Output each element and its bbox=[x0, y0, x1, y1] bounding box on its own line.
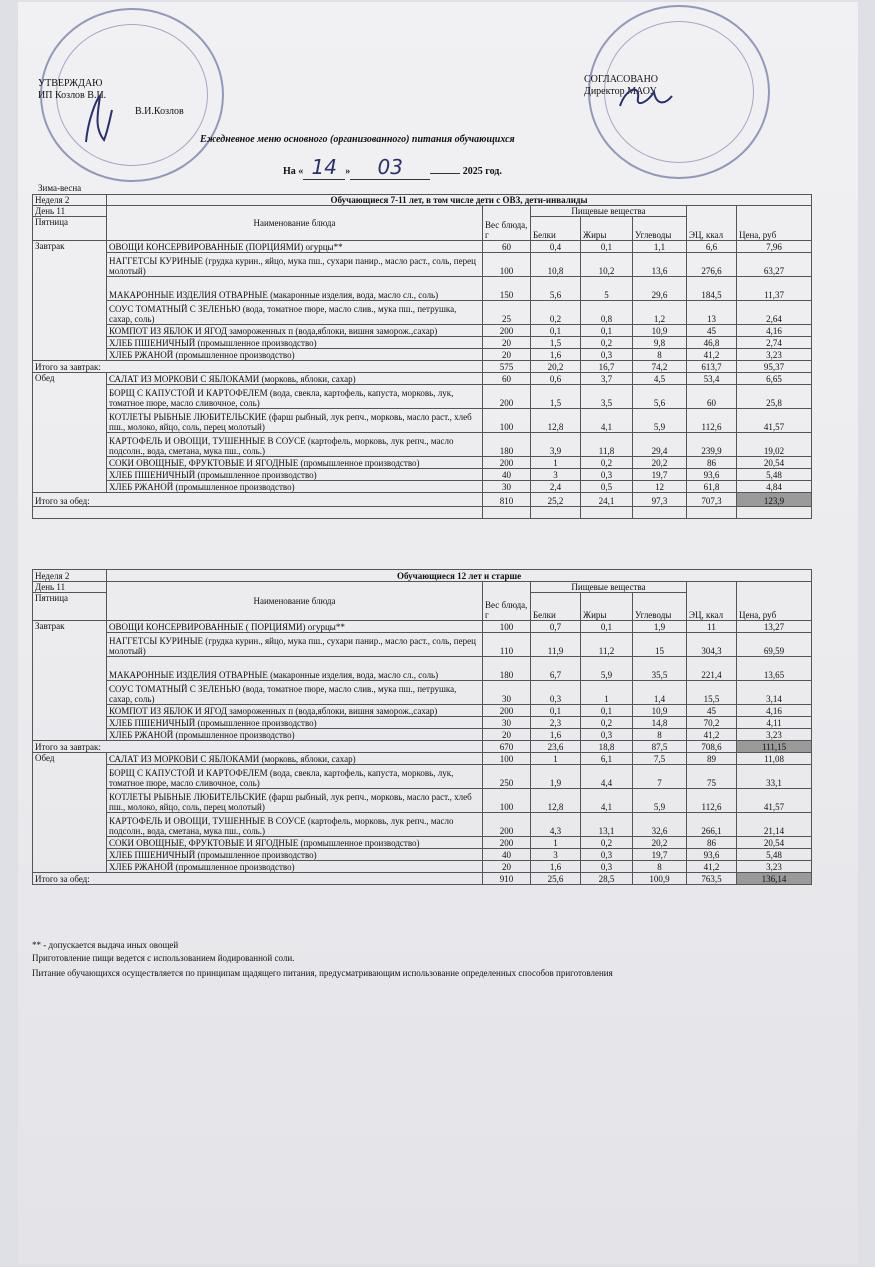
dish-value-w: 60 bbox=[483, 373, 531, 385]
dish-value-c: 29,6 bbox=[633, 277, 687, 301]
col-protein-header: Белки bbox=[531, 593, 581, 621]
dish-row bbox=[33, 813, 812, 837]
dish-value-pr: 25,8 bbox=[737, 385, 812, 409]
dish-row bbox=[33, 409, 812, 433]
dish-value-p: 3,9 bbox=[531, 433, 581, 457]
dish-value-w: 100 bbox=[483, 621, 531, 633]
date-month: 03 bbox=[377, 155, 403, 179]
approve-signer: В.И.Козлов bbox=[135, 106, 184, 117]
dish-value-f: 3,5 bbox=[581, 385, 633, 409]
col-name-header: Наименование блюда bbox=[107, 206, 483, 241]
dish-name: ХЛЕБ ПШЕНИЧНЫЙ (промышленное производство) bbox=[107, 717, 483, 729]
dish-value-p: 1,9 bbox=[531, 765, 581, 789]
menu-table-12-plus bbox=[32, 569, 812, 885]
dish-value-c: 5,9 bbox=[633, 789, 687, 813]
col-price-header: Цена, руб bbox=[737, 206, 812, 241]
dish-value-f: 0,3 bbox=[581, 469, 633, 481]
dish-value-pr: 7,96 bbox=[737, 241, 812, 253]
dish-value-pr: 5,48 bbox=[737, 849, 812, 861]
dish-value-c: 8 bbox=[633, 861, 687, 873]
dish-value-f: 4,1 bbox=[581, 789, 633, 813]
breakfast-rows bbox=[33, 621, 812, 741]
dish-value-p: 1 bbox=[531, 837, 581, 849]
dish-value-w: 60 bbox=[483, 241, 531, 253]
dish-value-e: 45 bbox=[687, 325, 737, 337]
dish-value-f: 5 bbox=[581, 277, 633, 301]
dish-value-f: 0,3 bbox=[581, 849, 633, 861]
dish-value-p: 2,3 bbox=[531, 717, 581, 729]
breakfast-total-row: Итого за завтрак: 670 23,6 18,8 87,5 708,6 111,15 bbox=[33, 741, 812, 753]
signature-left bbox=[78, 90, 118, 150]
dish-value-p: 1,5 bbox=[531, 385, 581, 409]
dish-value-pr: 11,37 bbox=[737, 277, 812, 301]
dish-name: НАГГЕТСЫ КУРИНЫЕ (грудка курин., яйцо, мука пш., сухари панир., масло раст., соль, перец молотый) bbox=[107, 633, 483, 657]
dish-value-f: 0,2 bbox=[581, 717, 633, 729]
dish-value-f: 0,2 bbox=[581, 337, 633, 349]
date-day: 14 bbox=[311, 155, 337, 179]
dish-name: ХЛЕБ РЖАНОЙ (промышленное производство) bbox=[107, 349, 483, 361]
dish-value-w: 200 bbox=[483, 325, 531, 337]
dish-value-w: 250 bbox=[483, 765, 531, 789]
lunch-rows bbox=[33, 373, 812, 493]
dish-value-pr: 3,23 bbox=[737, 729, 812, 741]
dish-row bbox=[33, 657, 812, 681]
dish-value-e: 75 bbox=[687, 765, 737, 789]
dish-row bbox=[33, 849, 812, 861]
dish-value-p: 6,7 bbox=[531, 657, 581, 681]
week-label: Неделя 2 bbox=[33, 570, 107, 582]
dish-value-c: 20,2 bbox=[633, 457, 687, 469]
dish-name: КОМПОТ ИЗ ЯБЛОК И ЯГОД замороженных п (вода,яблоки, вишня заморож.,сахар) bbox=[107, 325, 483, 337]
dish-value-e: 11 bbox=[687, 621, 737, 633]
dish-value-f: 3,7 bbox=[581, 373, 633, 385]
dish-value-p: 1,6 bbox=[531, 729, 581, 741]
dish-row bbox=[33, 253, 812, 277]
dish-value-f: 11,2 bbox=[581, 633, 633, 657]
col-name-header: Наименование блюда bbox=[107, 582, 483, 621]
dish-value-e: 61,8 bbox=[687, 481, 737, 493]
dish-value-f: 0,1 bbox=[581, 325, 633, 337]
dish-name: СОКИ ОВОЩНЫЕ, ФРУКТОВЫЕ И ЯГОДНЫЕ (промышленное производство) bbox=[107, 457, 483, 469]
dish-value-w: 100 bbox=[483, 253, 531, 277]
dish-value-w: 40 bbox=[483, 469, 531, 481]
season-label: Зима-весна bbox=[38, 183, 82, 193]
dish-value-f: 0,3 bbox=[581, 349, 633, 361]
dish-value-e: 86 bbox=[687, 837, 737, 849]
dish-row bbox=[33, 385, 812, 409]
meal-label: Завтрак bbox=[33, 241, 107, 361]
dish-value-pr: 41,57 bbox=[737, 409, 812, 433]
date-line bbox=[283, 155, 502, 180]
dish-value-e: 13 bbox=[687, 301, 737, 325]
lunch-total-row: Итого за обед: 810 25,2 24,1 97,3 707,3 123,9 bbox=[33, 493, 812, 507]
dish-row bbox=[33, 705, 812, 717]
dish-name: КАРТОФЕЛЬ И ОВОЩИ, ТУШЕННЫЕ В СОУСЕ (картофель, морковь, лук репч., масло подсолн., вода, сметана, мука пш., соль.) bbox=[107, 813, 483, 837]
dish-value-pr: 63,27 bbox=[737, 253, 812, 277]
dish-value-f: 13,1 bbox=[581, 813, 633, 837]
dish-name: КОТЛЕТЫ РЫБНЫЕ ЛЮБИТЕЛЬСКИЕ (фарш рыбный, лук репч., морковь, масло раст., хлеб пш., молоко, яйцо, соль, перец молотый) bbox=[107, 409, 483, 433]
dish-value-e: 266,1 bbox=[687, 813, 737, 837]
dish-value-pr: 3,14 bbox=[737, 681, 812, 705]
dish-value-w: 200 bbox=[483, 457, 531, 469]
dish-row bbox=[33, 765, 812, 789]
dish-value-c: 32,6 bbox=[633, 813, 687, 837]
dish-value-w: 150 bbox=[483, 277, 531, 301]
dish-value-c: 7 bbox=[633, 765, 687, 789]
dish-value-f: 0,3 bbox=[581, 861, 633, 873]
col-carbs-header: Углеводы bbox=[633, 593, 687, 621]
dish-value-w: 200 bbox=[483, 837, 531, 849]
meal-label: Обед bbox=[33, 373, 107, 493]
dish-value-f: 4,4 bbox=[581, 765, 633, 789]
dish-value-f: 5,9 bbox=[581, 657, 633, 681]
dish-value-e: 89 bbox=[687, 753, 737, 765]
dish-name: САЛАТ ИЗ МОРКОВИ С ЯБЛОКАМИ (морковь, яблоки, сахар) bbox=[107, 373, 483, 385]
meal-label: Завтрак bbox=[33, 621, 107, 741]
dish-value-f: 0,1 bbox=[581, 621, 633, 633]
dish-value-pr: 6,65 bbox=[737, 373, 812, 385]
dish-name: НАГГЕТСЫ КУРИНЫЕ (грудка курин., яйцо, мука пш., сухари панир., масло раст., соль, перец молотый) bbox=[107, 253, 483, 277]
lunch-total-row: Итого за обед: 910 25,6 28,5 100,9 763,5 136,14 bbox=[33, 873, 812, 885]
dish-value-e: 6,6 bbox=[687, 241, 737, 253]
date-mid: » bbox=[345, 166, 351, 177]
dish-value-p: 0,7 bbox=[531, 621, 581, 633]
dish-row bbox=[33, 481, 812, 493]
dish-value-pr: 4,84 bbox=[737, 481, 812, 493]
dish-value-c: 1,1 bbox=[633, 241, 687, 253]
dish-value-f: 0,2 bbox=[581, 457, 633, 469]
col-energy-header: ЭЦ, ккал bbox=[687, 582, 737, 621]
dish-value-w: 30 bbox=[483, 717, 531, 729]
approve-org: ИП Козлов В.И. bbox=[38, 90, 107, 101]
dish-row bbox=[33, 717, 812, 729]
dish-row bbox=[33, 373, 812, 385]
dish-name: СОУС ТОМАТНЫЙ С ЗЕЛЕНЬЮ (вода, томатное пюре, масло слив., мука пш., петрушка, сахар, соль) bbox=[107, 681, 483, 705]
dish-value-pr: 19,02 bbox=[737, 433, 812, 457]
dish-value-e: 41,2 bbox=[687, 729, 737, 741]
dish-value-w: 20 bbox=[483, 337, 531, 349]
dish-value-c: 20,2 bbox=[633, 837, 687, 849]
dish-value-p: 0,2 bbox=[531, 301, 581, 325]
dish-value-pr: 33,1 bbox=[737, 765, 812, 789]
dish-value-c: 1,2 bbox=[633, 301, 687, 325]
dish-value-pr: 20,54 bbox=[737, 837, 812, 849]
dish-name: ХЛЕБ ПШЕНИЧНЫЙ (промышленное производство) bbox=[107, 469, 483, 481]
dish-value-pr: 4,16 bbox=[737, 325, 812, 337]
dish-value-p: 1,5 bbox=[531, 337, 581, 349]
dish-value-p: 10,8 bbox=[531, 253, 581, 277]
dish-value-e: 41,2 bbox=[687, 861, 737, 873]
dish-value-c: 10,9 bbox=[633, 325, 687, 337]
document-title: Ежедневное меню основного (организованного) питания обучающихся bbox=[200, 134, 515, 145]
dish-value-f: 1 bbox=[581, 681, 633, 705]
dish-value-c: 8 bbox=[633, 729, 687, 741]
dish-value-c: 14,8 bbox=[633, 717, 687, 729]
dish-value-c: 15 bbox=[633, 633, 687, 657]
dish-value-p: 12,8 bbox=[531, 789, 581, 813]
signature-right bbox=[590, 78, 680, 118]
dish-value-w: 20 bbox=[483, 349, 531, 361]
dish-value-c: 4,5 bbox=[633, 373, 687, 385]
dish-value-w: 100 bbox=[483, 789, 531, 813]
dish-row bbox=[33, 681, 812, 705]
dish-row bbox=[33, 789, 812, 813]
dish-value-c: 9,8 bbox=[633, 337, 687, 349]
col-price-header: Цена, руб bbox=[737, 582, 812, 621]
dish-row bbox=[33, 861, 812, 873]
dish-name: ОВОЩИ КОНСЕРВИРОВАННЫЕ ( ПОРЦИЯМИ) огурцы** bbox=[107, 621, 483, 633]
dish-name: КОТЛЕТЫ РЫБНЫЕ ЛЮБИТЕЛЬСКИЕ (фарш рыбный, лук репч., морковь, масло раст., хлеб пш., молоко, яйцо, соль, перец молотый) bbox=[107, 789, 483, 813]
dish-name: МАКАРОННЫЕ ИЗДЕЛИЯ ОТВАРНЫЕ (макаронные изделия, вода, масло сл., соль) bbox=[107, 277, 483, 301]
dish-value-c: 1,9 bbox=[633, 621, 687, 633]
dish-value-f: 4,1 bbox=[581, 409, 633, 433]
dish-value-c: 5,6 bbox=[633, 385, 687, 409]
dish-value-f: 6,1 bbox=[581, 753, 633, 765]
dish-value-c: 35,5 bbox=[633, 657, 687, 681]
dish-value-p: 11,9 bbox=[531, 633, 581, 657]
dish-name: МАКАРОННЫЕ ИЗДЕЛИЯ ОТВАРНЫЕ (макаронные изделия, вода, масло сл., соль) bbox=[107, 657, 483, 681]
dish-value-pr: 13,65 bbox=[737, 657, 812, 681]
dish-row bbox=[33, 729, 812, 741]
agree-label: СОГЛАСОВАНО bbox=[584, 74, 659, 85]
dish-value-e: 112,6 bbox=[687, 789, 737, 813]
dish-value-w: 100 bbox=[483, 409, 531, 433]
dish-value-f: 0,8 bbox=[581, 301, 633, 325]
dish-value-f: 0,5 bbox=[581, 481, 633, 493]
dish-value-w: 20 bbox=[483, 861, 531, 873]
dish-value-e: 184,5 bbox=[687, 277, 737, 301]
dish-value-p: 0,6 bbox=[531, 373, 581, 385]
dish-name: СОУС ТОМАТНЫЙ С ЗЕЛЕНЬЮ (вода, томатное пюре, масло слив., мука пш., петрушка, сахар, соль) bbox=[107, 301, 483, 325]
dish-value-p: 0,4 bbox=[531, 241, 581, 253]
dish-value-p: 4,3 bbox=[531, 813, 581, 837]
col-carbs-header: Углеводы bbox=[633, 217, 687, 241]
col-nutrients-header: Пищевые вещества bbox=[531, 582, 687, 593]
dish-value-e: 53,4 bbox=[687, 373, 737, 385]
dish-value-w: 20 bbox=[483, 729, 531, 741]
dish-value-w: 180 bbox=[483, 657, 531, 681]
dish-value-c: 29,4 bbox=[633, 433, 687, 457]
col-energy-header: ЭЦ, ккал bbox=[687, 206, 737, 241]
footnote-diet: Питание обучающихся осуществляется по принципам щадящего питания, предусматривающим использование определенных способов приготовления bbox=[32, 968, 613, 978]
dish-row bbox=[33, 837, 812, 849]
dish-row bbox=[33, 621, 812, 633]
dish-value-pr: 41,57 bbox=[737, 789, 812, 813]
dish-name: САЛАТ ИЗ МОРКОВИ С ЯБЛОКАМИ (морковь, яблоки, сахар) bbox=[107, 753, 483, 765]
dish-row bbox=[33, 337, 812, 349]
dish-value-p: 5,6 bbox=[531, 277, 581, 301]
weekday-label: Пятница bbox=[33, 593, 107, 621]
breakfast-total-row: Итого за завтрак: 575 20,2 16,7 74,2 613,7 95,37 bbox=[33, 361, 812, 373]
dish-row bbox=[33, 325, 812, 337]
menu-table-7-11 bbox=[32, 194, 812, 519]
date-prefix: На « bbox=[283, 166, 304, 177]
day-label: День 11 bbox=[33, 582, 107, 593]
dish-value-p: 1 bbox=[531, 753, 581, 765]
dish-value-pr: 4,11 bbox=[737, 717, 812, 729]
dish-name: ХЛЕБ РЖАНОЙ (промышленное производство) bbox=[107, 729, 483, 741]
dish-value-e: 93,6 bbox=[687, 469, 737, 481]
dish-row bbox=[33, 277, 812, 301]
dish-name: БОРЩ С КАПУСТОЙ И КАРТОФЕЛЕМ (вода, свекла, картофель, капуста, морковь, лук, томатное пюре, масло сливочное, соль) bbox=[107, 765, 483, 789]
col-nutrients-header: Пищевые вещества bbox=[531, 206, 687, 217]
dish-value-p: 1,6 bbox=[531, 861, 581, 873]
dish-value-e: 70,2 bbox=[687, 717, 737, 729]
dish-value-f: 11,8 bbox=[581, 433, 633, 457]
dish-value-c: 12 bbox=[633, 481, 687, 493]
date-year: 2025 год. bbox=[462, 166, 502, 177]
day-label: День 11 bbox=[33, 206, 107, 217]
dish-row bbox=[33, 241, 812, 253]
dish-value-c: 19,7 bbox=[633, 469, 687, 481]
dish-value-c: 5,9 bbox=[633, 409, 687, 433]
breakfast-rows bbox=[33, 241, 812, 361]
dish-value-c: 8 bbox=[633, 349, 687, 361]
dish-name: СОКИ ОВОЩНЫЕ, ФРУКТОВЫЕ И ЯГОДНЫЕ (промышленное производство) bbox=[107, 837, 483, 849]
dish-value-pr: 3,23 bbox=[737, 349, 812, 361]
dish-value-p: 0,1 bbox=[531, 705, 581, 717]
dish-value-pr: 5,48 bbox=[737, 469, 812, 481]
dish-value-w: 180 bbox=[483, 433, 531, 457]
dish-value-e: 239,9 bbox=[687, 433, 737, 457]
dish-value-p: 12,8 bbox=[531, 409, 581, 433]
dish-value-f: 0,1 bbox=[581, 705, 633, 717]
dish-value-p: 1 bbox=[531, 457, 581, 469]
dish-name: КОМПОТ ИЗ ЯБЛОК И ЯГОД замороженных п (вода,яблоки, вишня заморож.,сахар) bbox=[107, 705, 483, 717]
dish-value-p: 3 bbox=[531, 469, 581, 481]
dish-row bbox=[33, 433, 812, 457]
dish-value-e: 60 bbox=[687, 385, 737, 409]
col-weight-header: Вес блюда, г bbox=[483, 206, 531, 241]
dish-value-pr: 11,08 bbox=[737, 753, 812, 765]
col-weight-header: Вес блюда, г bbox=[483, 582, 531, 621]
footnote-vegetables: ** - допускается выдача иных овощей bbox=[32, 940, 179, 950]
dish-value-w: 200 bbox=[483, 385, 531, 409]
col-protein-header: Белки bbox=[531, 217, 581, 241]
meal-label: Обед bbox=[33, 753, 107, 873]
dish-name: БОРЩ С КАПУСТОЙ И КАРТОФЕЛЕМ (вода, свекла, картофель, капуста, морковь, лук, томатное пюре, масло сливочное, соль) bbox=[107, 385, 483, 409]
dish-value-e: 93,6 bbox=[687, 849, 737, 861]
dish-value-e: 221,4 bbox=[687, 657, 737, 681]
dish-name: ХЛЕБ РЖАНОЙ (промышленное производство) bbox=[107, 861, 483, 873]
dish-value-pr: 13,27 bbox=[737, 621, 812, 633]
col-fat-header: Жиры bbox=[581, 593, 633, 621]
lunch-rows bbox=[33, 753, 812, 873]
dish-value-f: 0,1 bbox=[581, 241, 633, 253]
week-label: Неделя 2 bbox=[33, 195, 107, 206]
dish-value-w: 100 bbox=[483, 753, 531, 765]
dish-value-p: 2,4 bbox=[531, 481, 581, 493]
dish-value-e: 112,6 bbox=[687, 409, 737, 433]
dish-value-f: 10,2 bbox=[581, 253, 633, 277]
dish-row bbox=[33, 469, 812, 481]
dish-value-e: 45 bbox=[687, 705, 737, 717]
dish-value-e: 86 bbox=[687, 457, 737, 469]
col-fat-header: Жиры bbox=[581, 217, 633, 241]
dish-value-pr: 20,54 bbox=[737, 457, 812, 469]
dish-row bbox=[33, 457, 812, 469]
dish-name: КАРТОФЕЛЬ И ОВОЩИ, ТУШЕННЫЕ В СОУСЕ (картофель, морковь, лук репч., масло подсолн., вода, сметана, мука пш., соль.) bbox=[107, 433, 483, 457]
dish-value-c: 13,6 bbox=[633, 253, 687, 277]
dish-value-e: 46,8 bbox=[687, 337, 737, 349]
dish-value-w: 110 bbox=[483, 633, 531, 657]
dish-value-e: 15,5 bbox=[687, 681, 737, 705]
dish-row bbox=[33, 753, 812, 765]
dish-value-pr: 3,23 bbox=[737, 861, 812, 873]
dish-value-e: 276,6 bbox=[687, 253, 737, 277]
weekday-label: Пятница bbox=[33, 217, 107, 241]
dish-value-f: 0,3 bbox=[581, 729, 633, 741]
dish-value-w: 200 bbox=[483, 813, 531, 837]
dish-value-e: 304,3 bbox=[687, 633, 737, 657]
group-title: Обучающиеся 12 лет и старше bbox=[107, 570, 812, 582]
dish-value-w: 200 bbox=[483, 705, 531, 717]
dish-value-w: 40 bbox=[483, 849, 531, 861]
group-title: Обучающиеся 7-11 лет, в том числе дети с ОВЗ, дети-инвалиды bbox=[107, 195, 812, 206]
dish-value-p: 1,6 bbox=[531, 349, 581, 361]
dish-value-c: 1,4 bbox=[633, 681, 687, 705]
dish-value-c: 10,9 bbox=[633, 705, 687, 717]
dish-value-w: 30 bbox=[483, 681, 531, 705]
dish-value-pr: 21,14 bbox=[737, 813, 812, 837]
dish-value-p: 0,3 bbox=[531, 681, 581, 705]
dish-value-e: 41,2 bbox=[687, 349, 737, 361]
dish-value-c: 19,7 bbox=[633, 849, 687, 861]
dish-row bbox=[33, 301, 812, 325]
dish-value-pr: 2,74 bbox=[737, 337, 812, 349]
dish-name: ОВОЩИ КОНСЕРВИРОВАННЫЕ (ПОРЦИЯМИ) огурцы** bbox=[107, 241, 483, 253]
dish-value-p: 3 bbox=[531, 849, 581, 861]
dish-value-pr: 69,59 bbox=[737, 633, 812, 657]
dish-value-w: 30 bbox=[483, 481, 531, 493]
dish-value-f: 0,2 bbox=[581, 837, 633, 849]
dish-value-pr: 4,16 bbox=[737, 705, 812, 717]
dish-name: ХЛЕБ РЖАНОЙ (промышленное производство) bbox=[107, 481, 483, 493]
footnote-salt: Приготовление пищи ведется с использованием йодированной соли. bbox=[32, 953, 295, 963]
dish-name: ХЛЕБ ПШЕНИЧНЫЙ (промышленное производство) bbox=[107, 337, 483, 349]
dish-value-p: 0,1 bbox=[531, 325, 581, 337]
dish-name: ХЛЕБ ПШЕНИЧНЫЙ (промышленное производство) bbox=[107, 849, 483, 861]
dish-row bbox=[33, 633, 812, 657]
dish-value-pr: 2,64 bbox=[737, 301, 812, 325]
dish-value-c: 7,5 bbox=[633, 753, 687, 765]
dish-value-w: 25 bbox=[483, 301, 531, 325]
dish-row bbox=[33, 349, 812, 361]
approve-label: УТВЕРЖДАЮ bbox=[38, 78, 103, 89]
agree-position: Директор МАОУ bbox=[584, 86, 657, 97]
